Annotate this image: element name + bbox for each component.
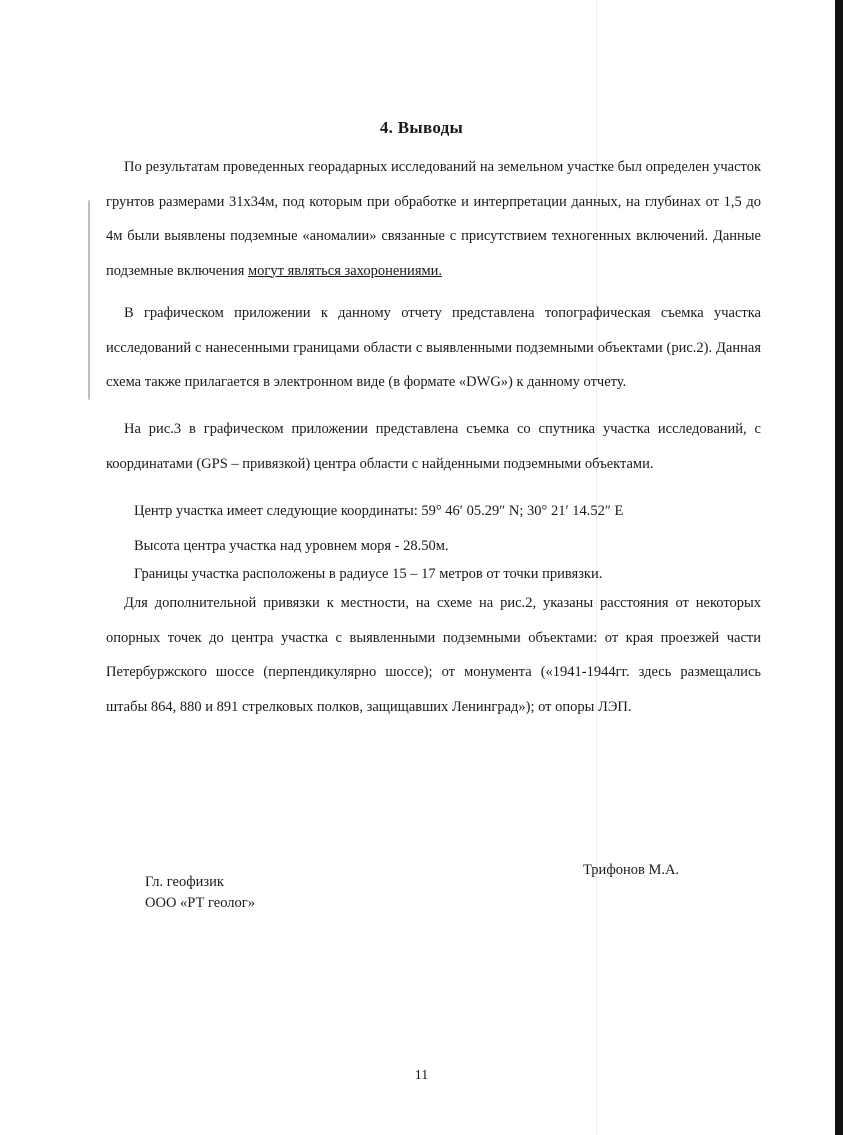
conclusion-paragraph-1 (106, 150, 761, 288)
paragraph-1-text: По результатам проведенных георадарных исследований на земельном участке был определен участок грунтов размерами 31х34м, под которым при обработке и интерпретации данных, на глубинах от 1,5 до 4м были выявлены подземные «аномалии» связанные с присутствием техногенных включений. Данные подземные включения (106, 159, 761, 279)
paragraph-1 (106, 150, 761, 288)
section-title: 4. Выводы (379, 118, 464, 137)
conclusion-paragraph-3 (106, 412, 761, 481)
signature-company: ООО «РТ геолог» (145, 895, 255, 911)
coordinates-line: Центр участка имеет следующие координаты: 59° 46′ 05.29″ N; 30° 21′ 14.52″ E (134, 503, 624, 519)
scan-edge (835, 0, 843, 1135)
paragraph-1-underlined-text: могут являться захоронениями. (248, 262, 443, 279)
signature-block (145, 872, 255, 914)
conclusion-paragraph-4 (106, 586, 761, 724)
conclusion-paragraph-2 (106, 296, 761, 400)
paragraph-2: В графическом приложении к данному отчету представлена топографическая съемка участка исследований с нанесенными границами области с выявленными подземными объектами (рис.2). Данная схема также прилагается в электронном виде (в формате «DWG») к данному отчету. (106, 305, 761, 390)
paragraph-4: Для дополнительной привязки к местности, на схеме на рис.2, указаны расстояния от некоторых опорных точек до центра участка с выявленными подземными объектами: от края проезжей части Петербуржского шоссе (перпендикулярно шоссе); от монумента («1941-1944гг. здесь размещались штабы 864, 880 и 891 стрелковых полков, защищавших Ленинград»); от опоры ЛЭП. (106, 595, 761, 715)
signature-position: Гл. геофизик (145, 874, 224, 890)
scan-margin-mark (88, 200, 93, 400)
height-line: Высота центра участка над уровнем моря - 28.50м. (134, 538, 449, 554)
signature-name: Трифонов М.А. (583, 862, 680, 878)
bounds-line: Границы участка расположены в радиусе 15 – 17 метров от точки привязки. (134, 566, 603, 582)
page-number: 11 (414, 1068, 429, 1083)
paragraph-3: На рис.3 в графическом приложении представлена съемка со спутника участка исследований, с координатами (GPS – привязкой) центра области с найденными подземными объектами. (106, 421, 761, 472)
